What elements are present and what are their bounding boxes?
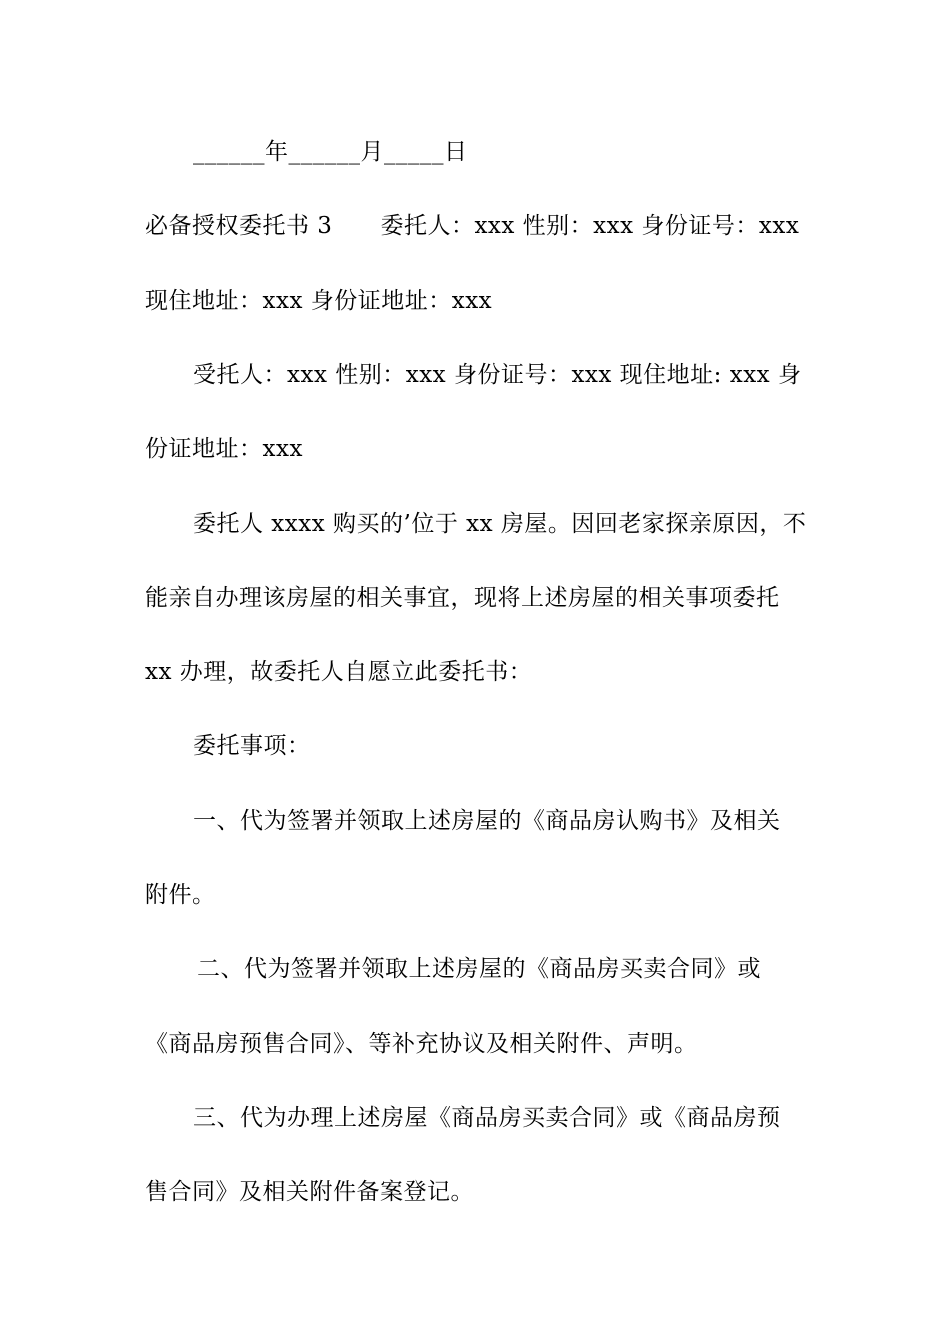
agent-line-2: 份证地址：xxx (145, 436, 303, 462)
item-1-line-2: 附件。 (145, 882, 216, 908)
body-line-1: 委托人 xxxx 购买的’位于 xx 房屋。因回老家探亲原因，不 (193, 511, 807, 537)
agent-line-1: 受托人：xxx 性别：xxx 身份证号：xxx 现住地址: xxx 身 (193, 362, 802, 388)
item-3-line-1: 三、代为办理上述房屋《商品房买卖合同》或《商品房预 (193, 1105, 781, 1131)
date-line: ______年______月_____日 (193, 139, 468, 165)
item-3-line-2: 售合同》及相关附件备案登记。 (145, 1179, 474, 1205)
matters-title: 委托事项： (193, 733, 311, 759)
item-1-line-1: 一、代为签署并领取上述房屋的《商品房认购书》及相关 (193, 808, 781, 834)
principal-line-2: 现住地址：xxx 身份证地址：xxx (145, 288, 493, 314)
body-line-2: 能亲自办理该房屋的相关事宜，现将上述房屋的相关事项委托 (145, 585, 780, 611)
heading-and-principal-line (145, 211, 810, 241)
item-2-line-1: 二、代为签署并领取上述房屋的《商品房买卖合同》或 (197, 956, 761, 982)
body-line-3: xx 办理，故委托人自愿立此委托书： (145, 659, 533, 685)
item-2-line-2: 《商品房预售合同》、等补充协议及相关附件、声明。 (145, 1031, 698, 1057)
principal-line-1: 委托人：xxx 性别：xxx 身份证号：xxx (380, 213, 800, 239)
document-heading: 必备授权委托书 3 (145, 213, 333, 239)
